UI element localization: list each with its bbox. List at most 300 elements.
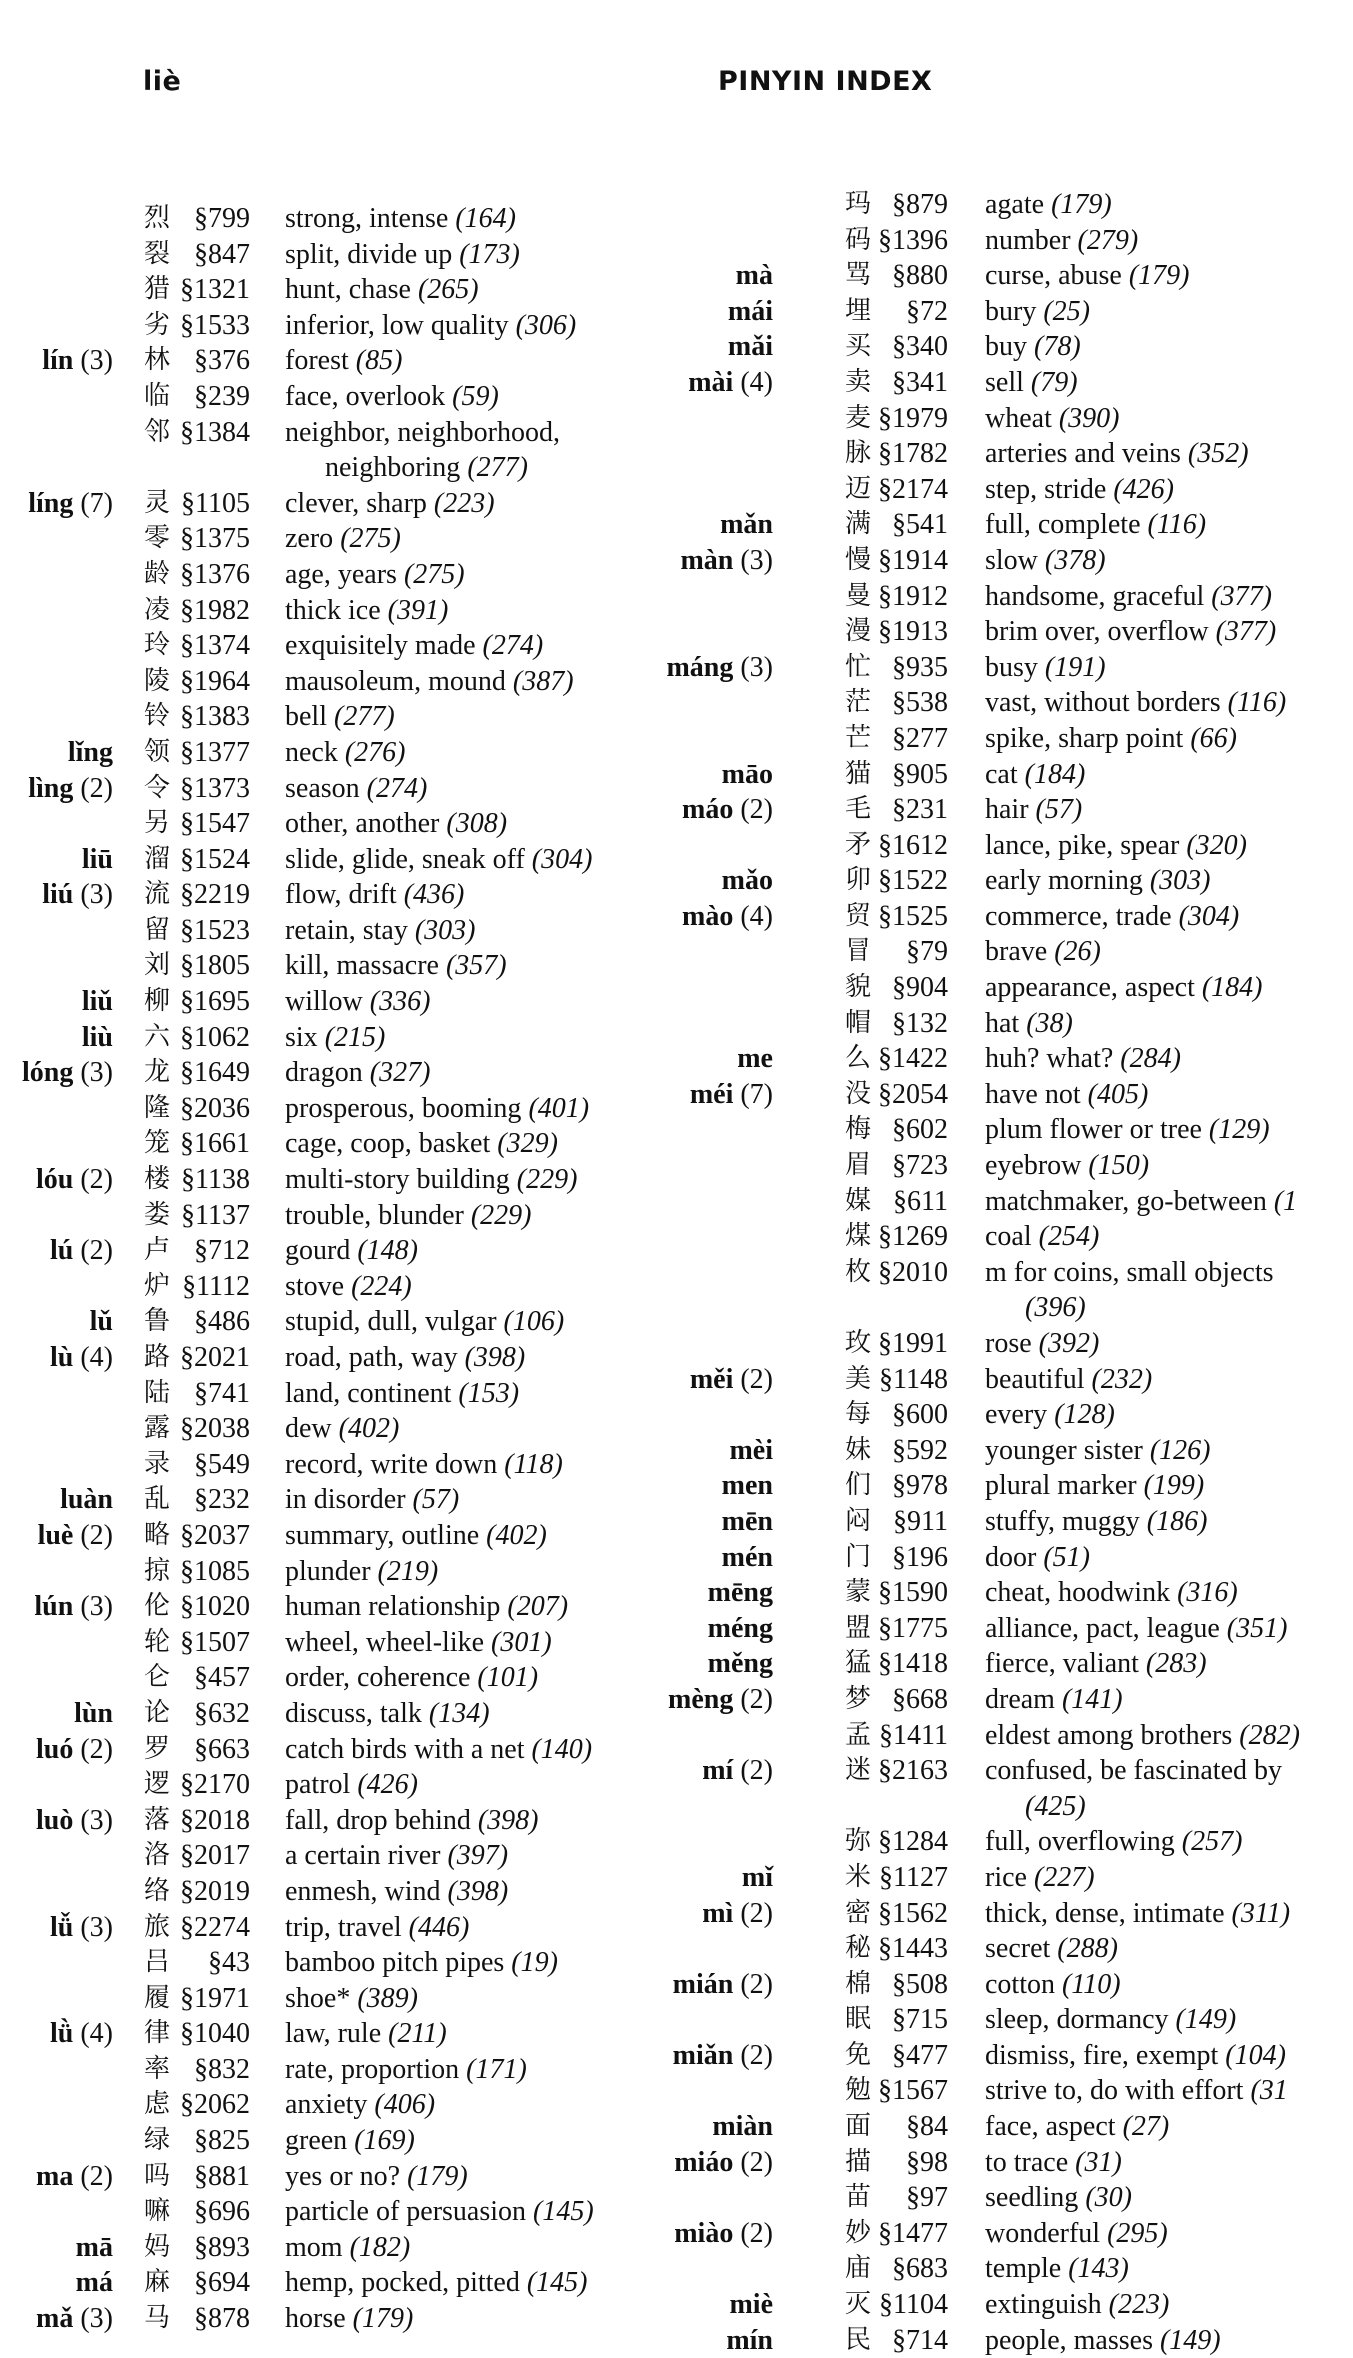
definition-text: plunder <box>285 1555 371 1587</box>
chinese-character: 梦 <box>845 1683 872 1714</box>
chinese-character: 溜 <box>144 843 171 874</box>
index-entry <box>660 792 1353 828</box>
definition-text: age, years <box>285 558 397 590</box>
section-number: §541 <box>892 509 948 541</box>
section-number: §1522 <box>878 865 948 897</box>
definition <box>985 1184 1297 1220</box>
page-reference: (31) <box>1075 2146 1122 2178</box>
page-title: PINYIN INDEX <box>718 66 933 97</box>
index-entry <box>0 2016 680 2052</box>
section-number: §1104 <box>879 2289 948 2321</box>
page-reference: (149) <box>1159 2324 1221 2356</box>
definition-text: early morning <box>985 865 1143 897</box>
definition <box>285 1625 552 1661</box>
pinyin-syllable: lù <box>49 1342 74 1373</box>
section-number: §340 <box>892 331 948 363</box>
index-entry <box>660 2109 1353 2145</box>
definition <box>985 614 1276 650</box>
index-entry <box>0 1589 680 1625</box>
page-reference: (284) <box>1120 1043 1181 1075</box>
definition <box>985 970 1263 1006</box>
definition-text: m for coins, small objects <box>985 1256 1274 1288</box>
section-number: §668 <box>892 1683 948 1715</box>
page-reference: (397) <box>447 1840 509 1872</box>
section-number: §1612 <box>878 829 948 861</box>
definition <box>285 1091 589 1127</box>
pinyin-heading <box>690 1362 773 1398</box>
chinese-character: 炉 <box>144 1270 171 1301</box>
chinese-character: 孟 <box>845 1719 872 1750</box>
section-number: §376 <box>194 345 250 377</box>
section-number: §549 <box>194 1448 250 1480</box>
pinyin-heading <box>42 877 113 913</box>
chinese-character: 裂 <box>144 238 171 269</box>
pinyin-syllable: méng <box>707 1612 773 1644</box>
definition-text: enmesh, wind <box>285 1875 441 1907</box>
section-number: §2017 <box>180 1840 250 1872</box>
definition <box>985 863 1211 899</box>
page-reference: (275) <box>403 558 465 590</box>
chinese-character: 描 <box>845 2146 872 2177</box>
definition <box>985 472 1174 508</box>
section-number: §1377 <box>180 736 250 768</box>
section-number: §879 <box>892 189 948 220</box>
definition <box>285 1803 539 1839</box>
chinese-character: 苗 <box>845 2182 872 2213</box>
definition-text: exquisitely made <box>285 630 476 662</box>
pinyin-heading <box>50 1910 113 1946</box>
chinese-character: 灵 <box>144 487 171 518</box>
section-number: §2219 <box>180 879 250 911</box>
pinyin-syllable: měi <box>689 1363 734 1395</box>
chinese-character: 毛 <box>845 794 872 825</box>
pinyin-syllable: lǔ <box>89 1306 113 1338</box>
section-number: §683 <box>892 2253 948 2285</box>
section-number: §904 <box>892 972 948 1004</box>
index-entry <box>0 1269 680 1305</box>
pinyin-heading <box>708 1575 773 1611</box>
pinyin-syllable: máo <box>682 794 734 826</box>
pinyin-heading <box>674 2145 773 2181</box>
definition <box>985 1468 1204 1504</box>
definition <box>285 1447 563 1483</box>
definition-text: busy <box>985 651 1038 683</box>
chinese-character: 绿 <box>144 2125 171 2156</box>
definition-text: neck <box>285 736 338 768</box>
page-reference: (274) <box>482 630 544 662</box>
definition-text: hair <box>985 794 1029 826</box>
pinyin-syllable: luó <box>35 1733 74 1765</box>
page-reference: (78) <box>1034 331 1081 363</box>
definition <box>285 343 402 379</box>
definition-text: retain, stay <box>285 914 408 946</box>
character-count: (2) <box>80 1164 113 1196</box>
index-entry <box>0 201 680 237</box>
chinese-character: 玫 <box>845 1328 872 1358</box>
definition <box>285 415 560 451</box>
pinyin-syllable: men <box>721 1470 773 1502</box>
chinese-character: 卖 <box>845 366 872 397</box>
pinyin-heading <box>50 1340 113 1376</box>
definition <box>285 664 574 700</box>
character-count: (4) <box>80 1342 113 1373</box>
chinese-character: 隆 <box>144 1092 171 1123</box>
pinyin-heading <box>688 365 773 401</box>
definition-text: vast, without borders <box>985 687 1221 719</box>
definition <box>285 2016 447 2052</box>
character-count: (3) <box>80 879 113 911</box>
definition-text: willow <box>285 986 363 1018</box>
definition-text: multi-story building <box>285 1164 510 1196</box>
pinyin-syllable: líng <box>28 487 74 519</box>
definition-text: season <box>285 772 360 804</box>
chinese-character: 每 <box>845 1399 872 1430</box>
index-entry <box>660 1041 1353 1077</box>
definition-text: curse, abuse <box>985 260 1122 292</box>
page-reference: (1 <box>1273 1185 1298 1217</box>
section-number: §1137 <box>181 1199 250 1231</box>
definition <box>285 1660 538 1696</box>
page-reference: (398) <box>477 1804 539 1836</box>
chinese-character: 流 <box>144 879 171 910</box>
definition-text: summary, outline <box>285 1519 480 1551</box>
definition <box>285 628 543 664</box>
page-reference: (106) <box>503 1306 565 1338</box>
definition <box>285 201 516 237</box>
page-reference: (126) <box>1149 1434 1211 1466</box>
section-number: §694 <box>194 2267 250 2299</box>
chinese-character: 吕 <box>144 1947 171 1978</box>
chinese-character: 铃 <box>144 701 171 732</box>
pinyin-syllable: má <box>75 2267 113 2299</box>
definition <box>985 1112 1270 1148</box>
index-entry <box>0 415 680 451</box>
definition <box>985 1077 1148 1113</box>
index-entry <box>660 1824 1353 1860</box>
pinyin-syllable: mà <box>735 260 773 292</box>
definition <box>985 329 1081 365</box>
pinyin-syllable: miè <box>729 2289 773 2321</box>
definition <box>985 2109 1169 2145</box>
index-entry <box>0 1910 680 1946</box>
page-reference: (257) <box>1181 1826 1243 1858</box>
definition <box>285 1874 508 1910</box>
chinese-character: 蒙 <box>845 1577 872 1608</box>
pinyin-heading <box>673 1967 773 2003</box>
page-reference: (405) <box>1087 1078 1149 1110</box>
page-reference: (402) <box>486 1519 547 1551</box>
chinese-character: 迷 <box>845 1755 872 1786</box>
section-number: §1567 <box>878 2075 948 2107</box>
index-entry <box>660 828 1353 864</box>
section-number: §2062 <box>180 2089 250 2121</box>
index-entry <box>660 1611 1353 1647</box>
character-count: (2) <box>740 794 773 826</box>
section-number: §1383 <box>180 701 250 733</box>
definition <box>285 1020 385 1056</box>
page-reference: (38) <box>1026 1007 1073 1039</box>
definition-text: human relationship <box>285 1591 501 1623</box>
definition <box>285 842 592 878</box>
definition-text: kill, massacre <box>285 950 439 982</box>
chinese-character: 娄 <box>144 1199 171 1230</box>
page-reference: (391) <box>387 594 449 626</box>
guide-word: liè <box>143 66 182 97</box>
definition <box>985 828 1247 864</box>
pinyin-heading <box>36 1162 113 1198</box>
page-reference: (303) <box>1149 865 1211 897</box>
page-reference: (304) <box>1178 900 1240 932</box>
definition <box>285 2087 435 2123</box>
definition-text: rice <box>985 1861 1027 1893</box>
index-entry <box>660 1077 1353 1113</box>
character-count: (2) <box>740 2217 773 2249</box>
chinese-character: 埋 <box>845 295 872 326</box>
pinyin-heading <box>42 343 113 379</box>
section-number: §1991 <box>878 1328 948 1359</box>
chinese-character: 美 <box>845 1363 872 1394</box>
definition <box>285 1055 430 1091</box>
index-entry <box>660 2002 1353 2038</box>
section-number: §1384 <box>180 416 250 448</box>
section-number: §2163 <box>878 1755 948 1787</box>
chinese-character: 勉 <box>845 2075 872 2106</box>
definition-text: sell <box>985 366 1024 398</box>
definition <box>985 1753 1282 1789</box>
chinese-character: 茫 <box>845 687 872 718</box>
page-reference: (179) <box>407 2160 468 2192</box>
page-reference: (215) <box>324 1021 386 1053</box>
chinese-character: 玲 <box>144 630 171 661</box>
definition-text: catch birds with a net <box>285 1733 525 1765</box>
definition <box>985 1219 1099 1255</box>
index-entry <box>0 1376 680 1412</box>
chinese-character: 满 <box>845 509 872 540</box>
section-number: §196 <box>892 1541 948 1573</box>
page-reference: (182) <box>349 2231 411 2263</box>
index-entry <box>660 258 1353 294</box>
chinese-character: 录 <box>144 1448 171 1479</box>
character-count: (2) <box>80 772 113 804</box>
character-count: (2) <box>80 1519 113 1551</box>
index-entry <box>660 2145 1353 2181</box>
character-count: (2) <box>740 1968 773 2000</box>
definition <box>985 365 1078 401</box>
page-reference: (179) <box>352 2303 414 2335</box>
pinyin-heading <box>702 1896 773 1932</box>
definition-text: every <box>985 1399 1048 1431</box>
section-number: §1979 <box>878 402 948 434</box>
page-reference: (306) <box>515 309 577 341</box>
page-reference: (145) <box>526 2267 588 2299</box>
section-number: §1375 <box>180 523 250 555</box>
section-number: §1661 <box>180 1128 250 1160</box>
section-number: §1649 <box>180 1057 250 1089</box>
index-entry <box>660 436 1353 472</box>
character-count: (2) <box>80 1733 113 1765</box>
index-entry <box>0 2087 680 2123</box>
section-number: §893 <box>194 2231 250 2263</box>
pinyin-syllable: mài <box>688 366 734 398</box>
index-entry <box>0 593 680 629</box>
definition <box>985 1789 1086 1825</box>
definition-text: prosperous, booming <box>285 1092 522 1124</box>
chinese-character: 率 <box>144 2053 171 2084</box>
index-entry <box>0 664 680 700</box>
page-reference: (276) <box>344 736 406 768</box>
page-reference: (219) <box>377 1555 439 1587</box>
pinyin-syllable: mí <box>702 1755 734 1787</box>
page-reference: (31 <box>1250 2075 1288 2107</box>
page-reference: (27) <box>1122 2111 1170 2143</box>
section-number: §1523 <box>180 914 250 946</box>
page-reference: (116) <box>1227 687 1287 719</box>
index-entry <box>660 1397 1353 1433</box>
page-reference: (327) <box>369 1057 431 1089</box>
definition <box>285 1269 412 1305</box>
definition <box>285 1411 399 1447</box>
section-number: §232 <box>194 1484 250 1516</box>
section-number: §1396 <box>878 224 948 256</box>
definition-text: anxiety <box>285 2089 368 2121</box>
pinyin-syllable: lǜ <box>49 2018 74 2050</box>
index-entry <box>0 1945 680 1981</box>
page-reference: (277) <box>467 452 528 484</box>
definition-text: record, write down <box>285 1448 498 1480</box>
definition-text: hemp, pocked, pitted <box>285 2267 520 2299</box>
index-entry <box>0 379 680 415</box>
definition-text: arteries and veins <box>985 438 1181 470</box>
page-reference: (171) <box>466 2053 527 2085</box>
definition <box>285 1732 592 1768</box>
section-number: §1020 <box>180 1591 250 1623</box>
page-reference: (57) <box>1035 794 1083 826</box>
definition-text: brim over, overflow <box>985 616 1209 648</box>
page-reference: (59) <box>452 380 499 412</box>
page-reference: (30) <box>1085 2182 1132 2214</box>
section-number: §1525 <box>878 900 948 932</box>
section-number: §832 <box>194 2053 250 2085</box>
pinyin-heading <box>82 984 113 1020</box>
chinese-character: 邻 <box>144 416 171 447</box>
page-reference: (320) <box>1186 829 1248 861</box>
index-entry <box>0 1126 680 1162</box>
definition <box>985 757 1085 793</box>
definition-text: cotton <box>985 1968 1055 2000</box>
definition <box>985 436 1249 472</box>
index-entry <box>660 1148 1353 1184</box>
index-column-right <box>660 187 1353 2358</box>
chinese-character: 漫 <box>845 616 872 647</box>
page-reference: (387) <box>512 665 574 697</box>
pinyin-syllable: lùn <box>74 1697 113 1729</box>
section-number: §538 <box>892 687 948 719</box>
index-entry <box>660 650 1353 686</box>
definition <box>985 899 1239 935</box>
chinese-character: 慢 <box>845 544 872 575</box>
index-entry <box>660 1540 1353 1576</box>
index-entry <box>0 308 680 344</box>
section-number: §1805 <box>180 950 250 982</box>
section-number: §1971 <box>180 1982 250 2014</box>
definition <box>285 877 464 913</box>
index-entry <box>0 842 680 878</box>
pinyin-syllable: liǔ <box>81 986 113 1018</box>
chinese-character: 洛 <box>144 1840 171 1871</box>
index-entry <box>0 1233 680 1269</box>
definition-text: people, masses <box>985 2324 1153 2356</box>
index-entry <box>0 2052 680 2088</box>
section-number: §1422 <box>878 1043 948 1075</box>
page-reference: (378) <box>1044 544 1106 576</box>
chinese-character: 芒 <box>845 722 872 753</box>
definition-text: road, path, way <box>285 1342 458 1373</box>
section-number: §2037 <box>180 1519 250 1551</box>
definition-text: face, overlook <box>285 380 446 412</box>
section-number: §741 <box>194 1377 250 1409</box>
page-reference: (153) <box>458 1377 520 1409</box>
definition-text: younger sister <box>985 1434 1143 1466</box>
definition <box>985 934 1101 970</box>
section-number: §723 <box>892 1150 948 1182</box>
chinese-character: 六 <box>144 1021 171 1052</box>
definition-text: to trace <box>985 2146 1069 2178</box>
section-number: §2038 <box>180 1413 250 1445</box>
index-entry <box>660 614 1353 650</box>
index-entry <box>0 1304 680 1340</box>
page-reference: (150) <box>1088 1150 1150 1182</box>
pinyin-syllable: mào <box>682 900 734 932</box>
index-entry <box>660 365 1353 401</box>
definition-text: huh? what? <box>985 1043 1121 1075</box>
chinese-character: 嘛 <box>144 2196 171 2227</box>
section-number: §341 <box>892 366 948 398</box>
section-number: §600 <box>892 1399 948 1431</box>
definition <box>985 2180 1132 2216</box>
definition <box>285 2194 594 2230</box>
chinese-character: 煤 <box>845 1221 872 1252</box>
definition-text: strong, intense <box>285 203 449 234</box>
section-number: §799 <box>194 203 250 234</box>
page-reference: (351) <box>1226 1612 1288 1644</box>
definition-text: land, continent <box>285 1377 452 1409</box>
character-count: (3) <box>80 2303 113 2335</box>
definition-text: seedling <box>985 2182 1079 2214</box>
page-reference: (311) <box>1231 1897 1291 1929</box>
definition <box>285 2123 415 2159</box>
page-reference: (265) <box>417 274 479 306</box>
definition-text: particle of persuasion <box>285 2196 527 2228</box>
definition-text: confused, be fascinated by <box>985 1755 1282 1787</box>
index-entry <box>0 1981 680 2017</box>
pinyin-syllable: lǐng <box>67 736 113 768</box>
definition <box>285 1945 558 1981</box>
definition-text: eyebrow <box>985 1150 1082 1182</box>
character-count: (2) <box>740 2039 773 2071</box>
page-reference: (143) <box>1068 2253 1129 2285</box>
chinese-character: 妹 <box>845 1434 872 1465</box>
character-count: (3) <box>80 1591 113 1623</box>
definition-text: a certain river <box>285 1840 441 1872</box>
page-reference: (223) <box>1108 2289 1170 2321</box>
page-reference: (186) <box>1146 1505 1208 1537</box>
definition <box>285 521 401 557</box>
index-entry <box>660 1753 1353 1789</box>
index-entry <box>660 2073 1353 2109</box>
character-count: (3) <box>80 345 113 377</box>
page-reference: (51) <box>1043 1541 1090 1573</box>
pinyin-heading <box>682 792 773 828</box>
